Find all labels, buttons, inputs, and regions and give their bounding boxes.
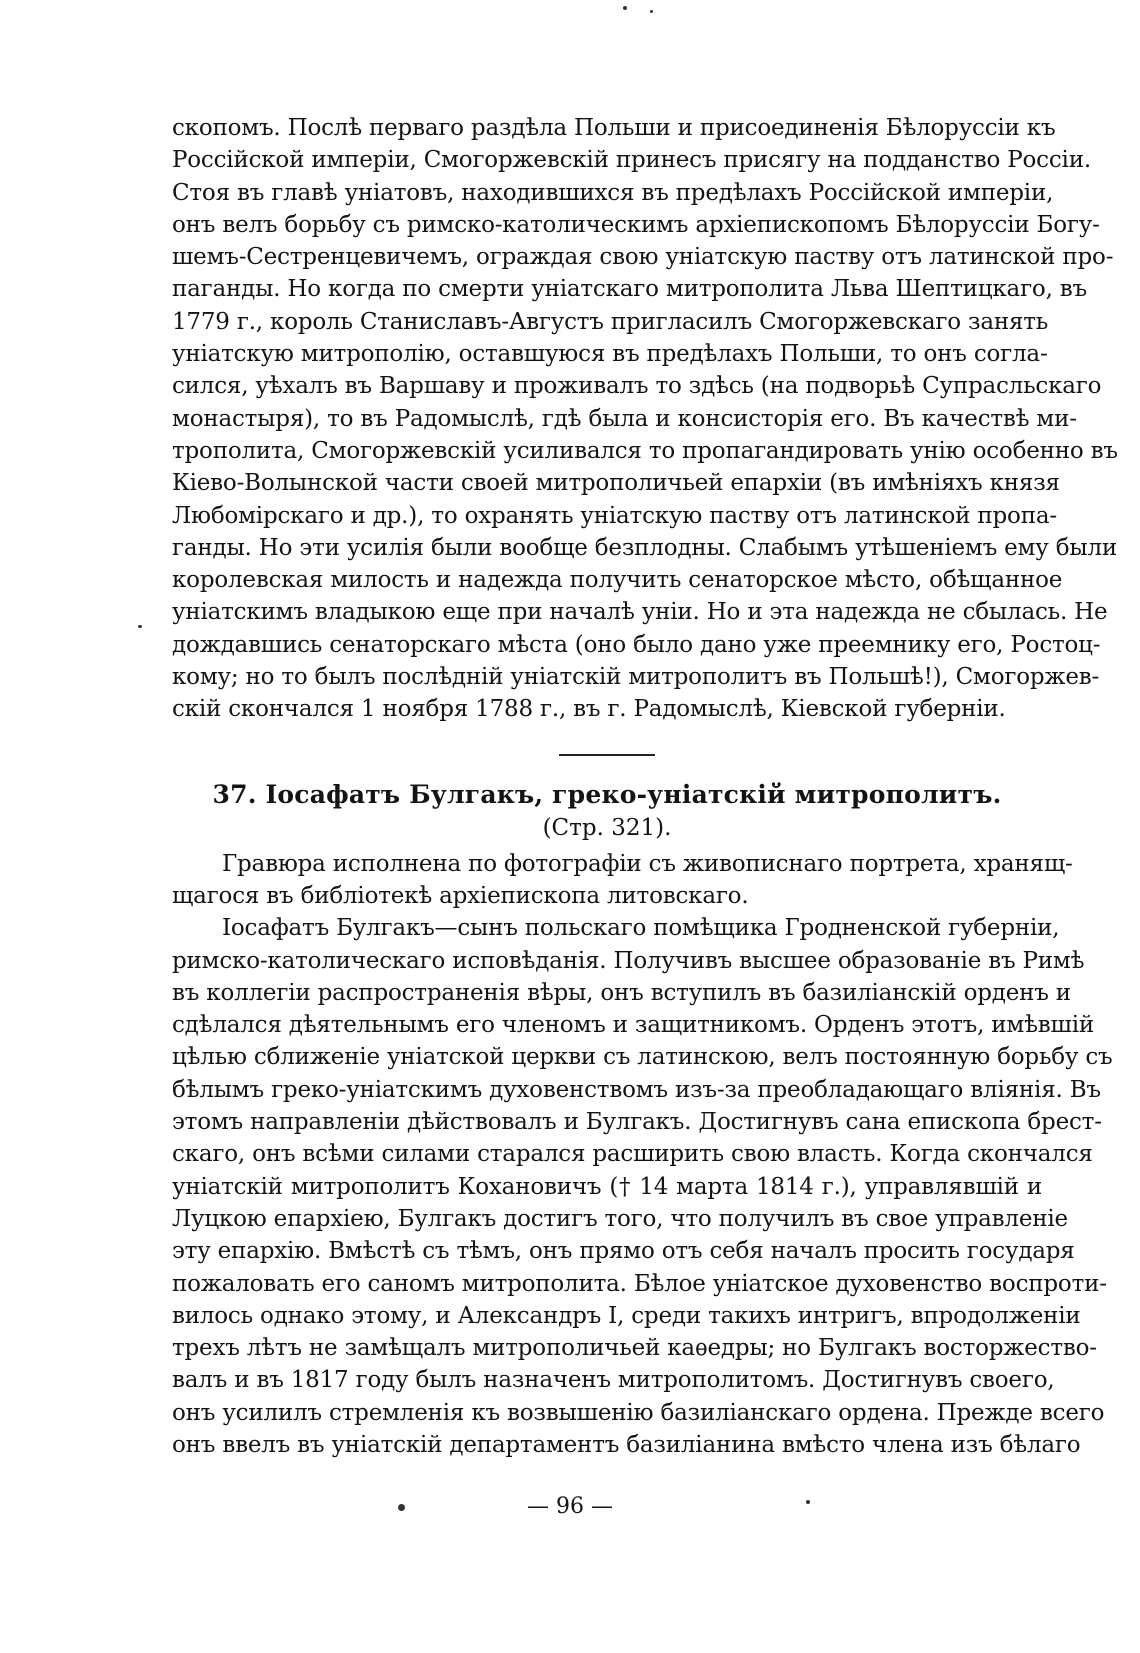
text-line: онъ велъ борьбу съ римско-католическимъ архіепископомъ Бѣлоруссіи Богу- — [172, 211, 1100, 238]
text-line: щагося въ библіотекѣ архіепископа литовскаго. — [172, 882, 749, 909]
text-line: бѣлымъ греко-уніатскимъ духовенствомъ изъ-за преобладающаго вліянія. Въ — [172, 1076, 1101, 1103]
text-line: вилось однако этому, и Александръ I, среди такихъ интригъ, впродолженіи — [172, 1302, 1081, 1329]
text-line: пожаловать его саномъ митрополита. Бѣлое уніатское духовенство воспроти- — [172, 1270, 1107, 1297]
scan-speck — [806, 1500, 810, 1504]
paragraph-2 — [172, 848, 1073, 913]
text-line: Іосафатъ Булгакъ—сынъ польскаго помѣщика Гродненской губерніи, — [222, 915, 1060, 942]
text-line: шемъ-Сестренцевичемъ, ограждая свою уніатскую паству отъ латинской про- — [172, 244, 1114, 271]
text-line: скій скончался 1 ноября 1788 г., въ г. Радомыслѣ, Кіевской губерніи. — [172, 696, 1006, 723]
text-line: цѣлью сближеніе уніатской церкви съ латинскою, велъ постоянную борьбу съ — [172, 1044, 1113, 1071]
section-divider — [559, 754, 655, 756]
text-line: сдѣлался дѣятельнымъ его членомъ и защитникомъ. Орденъ этотъ, имѣвшій — [172, 1012, 1095, 1039]
text-line: онъ усилилъ стремленія къ возвышенію базиліанскаго ордена. Прежде всего — [172, 1399, 1105, 1426]
text-line: паганды. Но когда по смерти уніатскаго митрополита Льва Шептицкаго, въ — [172, 276, 1087, 303]
text-line: эту епархію. Вмѣстѣ съ тѣмъ, онъ прямо отъ себя началъ просить государя — [172, 1238, 1075, 1265]
scan-speck — [398, 1504, 405, 1511]
text-line: римско-католическаго исповѣданія. Получивъ высшее образованіе въ Римѣ — [172, 947, 1085, 974]
text-line: Луцкою епархіею, Булгакъ достигъ того, что получилъ въ свое управленіе — [172, 1205, 1068, 1232]
text-line: ганды. Но эти усилія были вообще безплодны. Слабымъ утѣшеніемъ ему были — [172, 534, 1117, 561]
text-line: валъ и въ 1817 году былъ назначенъ митрополитомъ. Достигнувъ своего, — [172, 1367, 1055, 1394]
text-line: королевская милость и надежда получить сенаторское мѣсто, обѣщанное — [172, 567, 1063, 594]
text-line: сился, уѣхалъ въ Варшаву и проживалъ то здѣсь (на подворьѣ Супрасльскаго — [172, 373, 1102, 400]
text-line: Гравюра исполнена по фотографіи съ живописнаго портрета, хранящ- — [222, 850, 1073, 877]
text-line: онъ ввелъ въ уніатскій департаментъ базиліанина вмѣсто члена изъ бѣлаго — [172, 1431, 1081, 1458]
text-line: трополита, Смогоржевскій усиливался то пропагандировать унію особенно въ — [172, 437, 1118, 464]
page-body — [172, 112, 1118, 1461]
text-line: 1779 г., король Станиславъ-Августъ пригласилъ Смогоржевскаго занять — [172, 308, 1049, 335]
text-line: монастыря), то въ Радомыслѣ, гдѣ была и консисторія его. Въ качествѣ ми- — [172, 405, 1077, 432]
paragraph-3 — [172, 912, 1113, 1461]
scan-speck — [623, 6, 627, 10]
text-line: въ коллегіи распространенія вѣры, онъ вступилъ въ базиліанскій орденъ и — [172, 979, 1071, 1006]
text-line: Кіево-Волынской части своей митрополичьей епархіи (въ имѣніяхъ князя — [172, 470, 1060, 497]
text-line: Стоя въ главѣ уніатовъ, находившихся въ предѣлахъ Россійской имперіи, — [172, 179, 1054, 206]
text-line: уніатскую митрополію, оставшуюся въ предѣлахъ Польши, то онъ согла- — [172, 341, 1048, 368]
text-line: этомъ направленіи дѣйствовалъ и Булгакъ. Достигнувъ сана епископа брест- — [172, 1109, 1102, 1136]
text-line: трехъ лѣтъ не замѣщалъ митрополичьей каѳедры; но Булгакъ восторжество- — [172, 1335, 1097, 1362]
text-line: кому; но то былъ послѣдній уніатскій митрополитъ въ Польшѣ!), Смогоржев- — [172, 664, 1100, 691]
section-subheading: (Стр. 321). — [542, 814, 672, 841]
text-line: скопомъ. Послѣ перваго раздѣла Польши и присоединенія Бѣлоруссіи къ — [172, 115, 1056, 141]
text-line: уніатскимъ владыкою еще при началѣ уніи. Но и эта надежда не сбылась. Не — [172, 599, 1108, 626]
section-heading: 37. Іосафатъ Булгакъ, греко-уніатскій митрополитъ. — [212, 779, 1002, 809]
text-line: скаго, онъ всѣми силами старался расширить свою власть. Когда скончался — [172, 1141, 1093, 1168]
scan-speck — [650, 10, 653, 13]
text-line: Любомірскаго и др.), то охранять уніатскую паству отъ латинской пропа- — [172, 502, 1057, 529]
page-number: — 96 — — [527, 1494, 613, 1519]
text-line: Россійской имперіи, Смогоржевскій принесъ присягу на подданство Россіи. — [172, 147, 1091, 174]
text-line: уніатскій митрополитъ Кохановичъ († 14 марта 1814 г.), управлявшій и — [172, 1173, 1042, 1200]
paragraph-1 — [172, 112, 1118, 726]
text-line: дождавшись сенаторскаго мѣста (оно было дано уже преемнику его, Ростоц- — [172, 631, 1101, 658]
scan-speck — [138, 625, 142, 628]
